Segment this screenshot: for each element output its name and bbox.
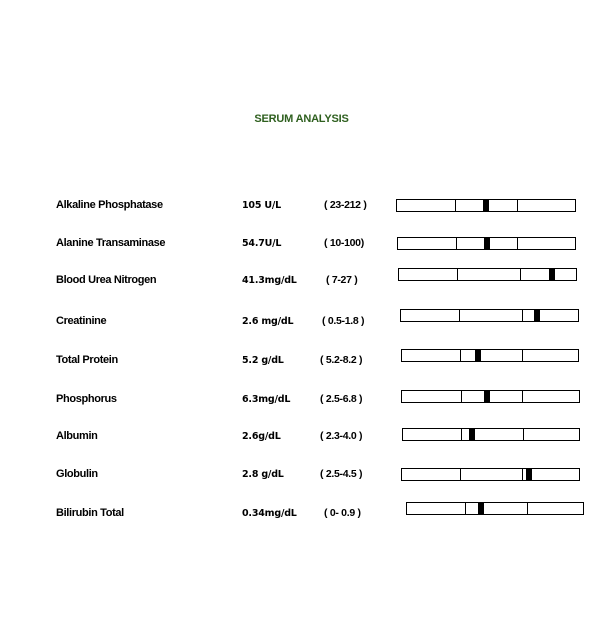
gauge-low-divider (465, 503, 466, 514)
result-row-alanine-transaminase (0, 235, 603, 255)
test-value: 2.8 g/dL (242, 469, 284, 480)
gauge-high-divider (522, 350, 523, 361)
range-gauge (401, 390, 580, 403)
reference-range: ( 23-212 ) (324, 199, 367, 211)
result-row-phosphorus (0, 391, 603, 411)
result-row-globulin (0, 466, 603, 486)
result-row-albumin (0, 428, 603, 448)
reference-range: ( 7-27 ) (326, 274, 358, 286)
gauge-marker (484, 238, 490, 249)
reference-range: ( 0- 0.9 ) (324, 507, 361, 519)
test-name: Alkaline Phosphatase (56, 199, 163, 211)
test-value: 2.6g/dL (242, 431, 281, 442)
gauge-marker (534, 310, 540, 321)
gauge-low-divider (455, 200, 456, 211)
gauge-marker (475, 350, 481, 361)
gauge-low-divider (457, 269, 458, 280)
range-gauge (401, 468, 580, 481)
gauge-high-divider (522, 391, 523, 402)
test-value: 0.34mg/dL (242, 508, 297, 519)
test-value: 5.2 g/dL (242, 355, 284, 366)
result-row-creatinine (0, 313, 603, 333)
result-row-bilirubin-total (0, 505, 603, 525)
gauge-marker (526, 469, 532, 480)
test-name: Bilirubin Total (56, 507, 124, 519)
gauge-high-divider (523, 429, 524, 440)
gauge-low-divider (460, 469, 461, 480)
test-name: Globulin (56, 468, 98, 480)
test-value: 6.3mg/dL (242, 394, 291, 405)
test-name: Phosphorus (56, 393, 117, 405)
gauge-marker (483, 200, 489, 211)
result-row-alkaline-phosphatase (0, 197, 603, 217)
reference-range: ( 5.2-8.2 ) (320, 354, 363, 366)
test-name: Total Protein (56, 354, 118, 366)
reference-range: ( 2.3-4.0 ) (320, 430, 363, 442)
gauge-low-divider (461, 391, 462, 402)
test-name: Albumin (56, 430, 98, 442)
reference-range: ( 10-100) (324, 237, 364, 249)
range-gauge (400, 309, 579, 322)
test-name: Creatinine (56, 315, 107, 327)
gauge-marker (469, 429, 475, 440)
test-value: 54.7U/L (242, 238, 282, 249)
result-row-blood-urea-nitrogen (0, 272, 603, 292)
gauge-marker (484, 391, 490, 402)
test-value: 2.6 mg/dL (242, 316, 294, 327)
range-gauge (397, 237, 576, 250)
reference-range: ( 2.5-4.5 ) (320, 468, 363, 480)
range-gauge (402, 428, 580, 441)
page-title: SERUM ANALYSIS (254, 113, 349, 125)
test-name: Alanine Transaminase (56, 237, 166, 249)
gauge-low-divider (459, 310, 460, 321)
range-gauge (396, 199, 576, 212)
gauge-marker (549, 269, 555, 280)
test-value: 41.3mg/dL (242, 275, 297, 286)
range-gauge (401, 349, 579, 362)
reference-range: ( 0.5-1.8 ) (322, 315, 365, 327)
gauge-high-divider (527, 503, 528, 514)
test-name: Blood Urea Nitrogen (56, 274, 157, 286)
gauge-low-divider (461, 429, 462, 440)
gauge-low-divider (456, 238, 457, 249)
result-row-total-protein (0, 352, 603, 372)
test-value: 105 U/L (242, 200, 281, 211)
gauge-high-divider (517, 200, 518, 211)
reference-range: ( 2.5-6.8 ) (320, 393, 363, 405)
gauge-high-divider (520, 269, 521, 280)
gauge-high-divider (522, 310, 523, 321)
gauge-marker (478, 503, 484, 514)
gauge-low-divider (460, 350, 461, 361)
range-gauge (398, 268, 577, 281)
gauge-high-divider (517, 238, 518, 249)
gauge-high-divider (522, 469, 523, 480)
range-gauge (406, 502, 584, 515)
